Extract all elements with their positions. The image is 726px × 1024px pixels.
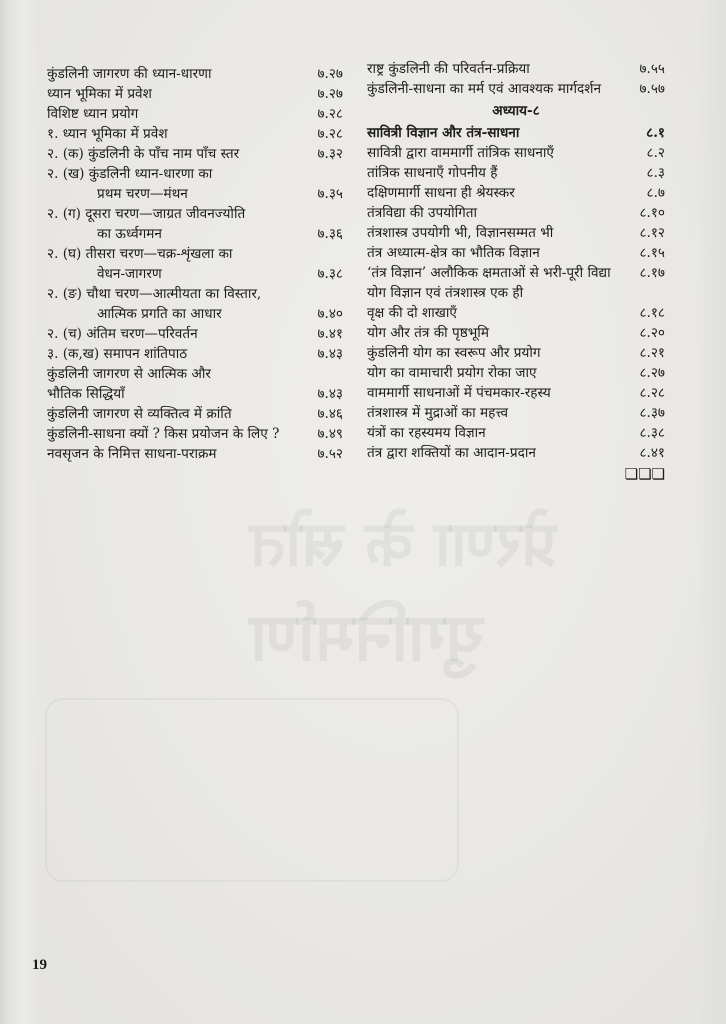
toc-entry-title: ३. (क,ख) समापन शांतिपाठ <box>47 346 188 362</box>
toc-entry <box>47 104 343 124</box>
toc-entry-title: दक्षिणमार्गी साधना ही श्रेयस्कर <box>367 185 515 201</box>
toc-entry-title: योग का वामाचारी प्रयोग रोका जाए <box>367 365 537 381</box>
toc-entry-page: ८.२० <box>639 325 665 341</box>
toc-entry <box>47 244 343 284</box>
toc-entry-title: ध्यान भूमिका में प्रवेश <box>47 86 152 102</box>
toc-entry-page: ७.३५ <box>317 186 343 202</box>
bleed-through-box <box>45 698 459 882</box>
toc-entry-title: वाममार्गी साधनाओं में पंचमकार-रहस्य <box>367 385 551 401</box>
toc-entry <box>367 223 665 243</box>
toc-entry-title: तंत्र अध्यात्म-क्षेत्र का भौतिक विज्ञान <box>367 245 540 261</box>
toc-entry <box>367 243 665 263</box>
toc-entry <box>367 79 665 99</box>
toc-entry-title: यंत्रों का रहस्यमय विज्ञान <box>367 425 486 441</box>
toc-entry-page: ८.१० <box>639 205 665 221</box>
toc-entry-title-line2: भौतिक सिद्धियाँ <box>47 386 125 402</box>
toc-entry <box>367 59 665 79</box>
toc-entry-page: ७.३६ <box>317 226 343 242</box>
toc-entry-page: ७.४३ <box>317 346 343 362</box>
toc-entry-page: ८.१ <box>646 125 665 141</box>
toc-entry-title-line2: वृक्ष की दो शाखाएँ <box>367 305 457 321</box>
toc-entry-title: १. ध्यान भूमिका में प्रवेश <box>47 126 168 142</box>
toc-entry-title: तंत्र द्वारा शक्तियों का आदान-प्रदान <box>367 445 536 461</box>
toc-entry-page: ७.२८ <box>317 126 343 142</box>
toc-entry <box>47 64 343 84</box>
toc-entry-page: ८.२१ <box>639 345 665 361</box>
toc-entry-title: कुंडलिनी-साधना का मर्म एवं आवश्यक मार्गदर्शन <box>367 81 602 97</box>
toc-entry-page: ८.२७ <box>639 365 665 381</box>
toc-entry-page: ७.४१ <box>317 326 343 342</box>
toc-entry <box>47 144 343 164</box>
toc-entry <box>47 204 343 244</box>
toc-entry-title: तंत्रशास्त्र में मुद्राओं का महत्त्व <box>367 405 509 421</box>
bleed-through-heading: युगनिर्माण <box>250 599 484 676</box>
toc-entry-title: कुंडलिनी जागरण की ध्यान-धारणा <box>47 66 212 82</box>
toc-entry-title: कुंडलिनी जागरण से आत्मिक और <box>47 366 211 382</box>
toc-entry <box>367 343 665 363</box>
toc-entry-page: ८.२ <box>646 145 665 161</box>
toc-entry-page: ७.४३ <box>317 386 343 402</box>
toc-entry-title: तंत्रविद्या की उपयोगिता <box>367 205 478 221</box>
chapter-title-entry <box>367 123 665 143</box>
toc-entry-page: ८.१७ <box>639 265 665 281</box>
toc-entry-title-line2: आत्मिक प्रगति का आधार <box>97 306 222 322</box>
toc-entry-page: ७.४६ <box>317 406 343 422</box>
toc-entry <box>367 323 665 343</box>
toc-entry <box>47 424 343 444</box>
toc-entry <box>367 163 665 183</box>
toc-entry-page: ८.३७ <box>639 405 665 421</box>
toc-entry-title: कुंडलिनी-साधना क्यों ? किस प्रयोजन के लिए ? <box>47 426 280 442</box>
toc-entry-title: कुंडलिनी योग का स्वरूप और प्रयोग <box>367 345 541 361</box>
toc-left-column <box>47 64 343 464</box>
toc-entry <box>47 284 343 324</box>
toc-entry <box>367 363 665 383</box>
toc-entry-title: विशिष्ट ध्यान प्रयोग <box>47 106 139 122</box>
toc-entry-title-line2: का ऊर्ध्वगमन <box>97 226 162 242</box>
toc-entry <box>47 84 343 104</box>
toc-entry-page: ७.२७ <box>317 66 343 82</box>
toc-entry-title: तांत्रिक साधनाएँ गोपनीय हैं <box>367 165 498 181</box>
toc-entry <box>367 383 665 403</box>
toc-entry-page: ८.१८ <box>639 305 665 321</box>
toc-entry-page: ७.३८ <box>317 266 343 282</box>
toc-entry-page: ८.१२ <box>639 225 665 241</box>
toc-entry <box>47 324 343 344</box>
toc-entry <box>47 344 343 364</box>
toc-entry-title: २. (च) अंतिम चरण—परिवर्तन <box>47 326 198 342</box>
toc-entry <box>367 283 665 323</box>
toc-entry-title: नवसृजन के निमित्त साधना-पराक्रम <box>47 446 217 462</box>
toc-entry <box>47 124 343 144</box>
toc-entry-page: ७.५२ <box>317 446 343 462</box>
toc-entry-title: २. (ख) कुंडलिनी ध्यान-धारणा का <box>47 166 213 182</box>
toc-entry-title: योग और तंत्र की पृष्ठभूमि <box>367 325 489 341</box>
toc-entry-title: ‘तंत्र विज्ञान’ अलौकिक क्षमताओं से भरी-पूरी विद्या <box>367 265 611 281</box>
toc-entry <box>367 203 665 223</box>
toc-entry-page: ८.३ <box>646 165 665 181</box>
toc-entry-title: २. (क) कुंडलिनी के पाँच नाम पाँच स्तर <box>47 146 240 162</box>
toc-entry <box>367 443 665 463</box>
toc-entry-title: २. (ङ) चौथा चरण—आत्मीयता का विस्तार, <box>47 286 262 302</box>
toc-entry-page: ८.३८ <box>639 425 665 441</box>
toc-entry-title: २. (घ) तीसरा चरण—चक्र-शृंखला का <box>47 246 233 262</box>
toc-entry <box>367 183 665 203</box>
toc-entry-page: ७.५७ <box>639 81 665 97</box>
toc-entry-page: ८.२८ <box>639 385 665 401</box>
section-end-mark-icon: ❏❏❏ <box>624 465 665 483</box>
chapter-title: सावित्री विज्ञान और तंत्र-साधना <box>367 125 520 141</box>
toc-right-column <box>367 59 665 484</box>
toc-entry-title: तंत्रशास्त्र उपयोगी भी, विज्ञानसम्मत भी <box>367 225 554 241</box>
chapter-heading: अध्याय-८ <box>492 103 540 119</box>
toc-entry-title-line2: प्रथम चरण—मंथन <box>97 186 188 202</box>
toc-entry-page: ८.४१ <box>639 445 665 461</box>
toc-entry-page: ८.१५ <box>639 245 665 261</box>
toc-entry-title: सावित्री द्वारा वाममार्गी तांत्रिक साधनाएँ <box>367 145 554 161</box>
toc-entry-title: राष्ट्र कुंडलिनी की परिवर्तन-प्रक्रिया <box>367 61 530 77</box>
toc-entry <box>47 404 343 424</box>
toc-entry <box>367 143 665 163</box>
toc-entry-page: ७.४९ <box>317 426 343 442</box>
toc-entry-page: ७.३२ <box>317 146 343 162</box>
toc-entry-title: २. (ग) दूसरा चरण—जाग्रत जीवनज्योति <box>47 206 246 222</box>
toc-entry <box>367 423 665 443</box>
toc-entry-page: ७.२७ <box>317 86 343 102</box>
toc-entry-title: कुंडलिनी जागरण से व्यक्तित्व में क्रांति <box>47 406 232 422</box>
toc-entry <box>367 263 665 283</box>
toc-entry <box>367 403 665 423</box>
toc-entry <box>47 444 343 464</box>
toc-entry-page: ७.५५ <box>639 61 665 77</box>
toc-entry-page: ७.२८ <box>317 106 343 122</box>
toc-entry <box>47 364 343 404</box>
toc-entry-title-line2: वेधन-जागरण <box>97 266 162 282</box>
bleed-through-heading: प्रेरणा के स्रोत <box>250 507 557 580</box>
page-number: 19 <box>32 957 47 973</box>
toc-entry-page: ८.७ <box>646 185 665 201</box>
toc-entry-page: ७.४० <box>317 306 343 322</box>
toc-entry <box>47 164 343 204</box>
toc-entry-title: योग विज्ञान एवं तंत्रशास्त्र एक ही <box>367 285 524 301</box>
